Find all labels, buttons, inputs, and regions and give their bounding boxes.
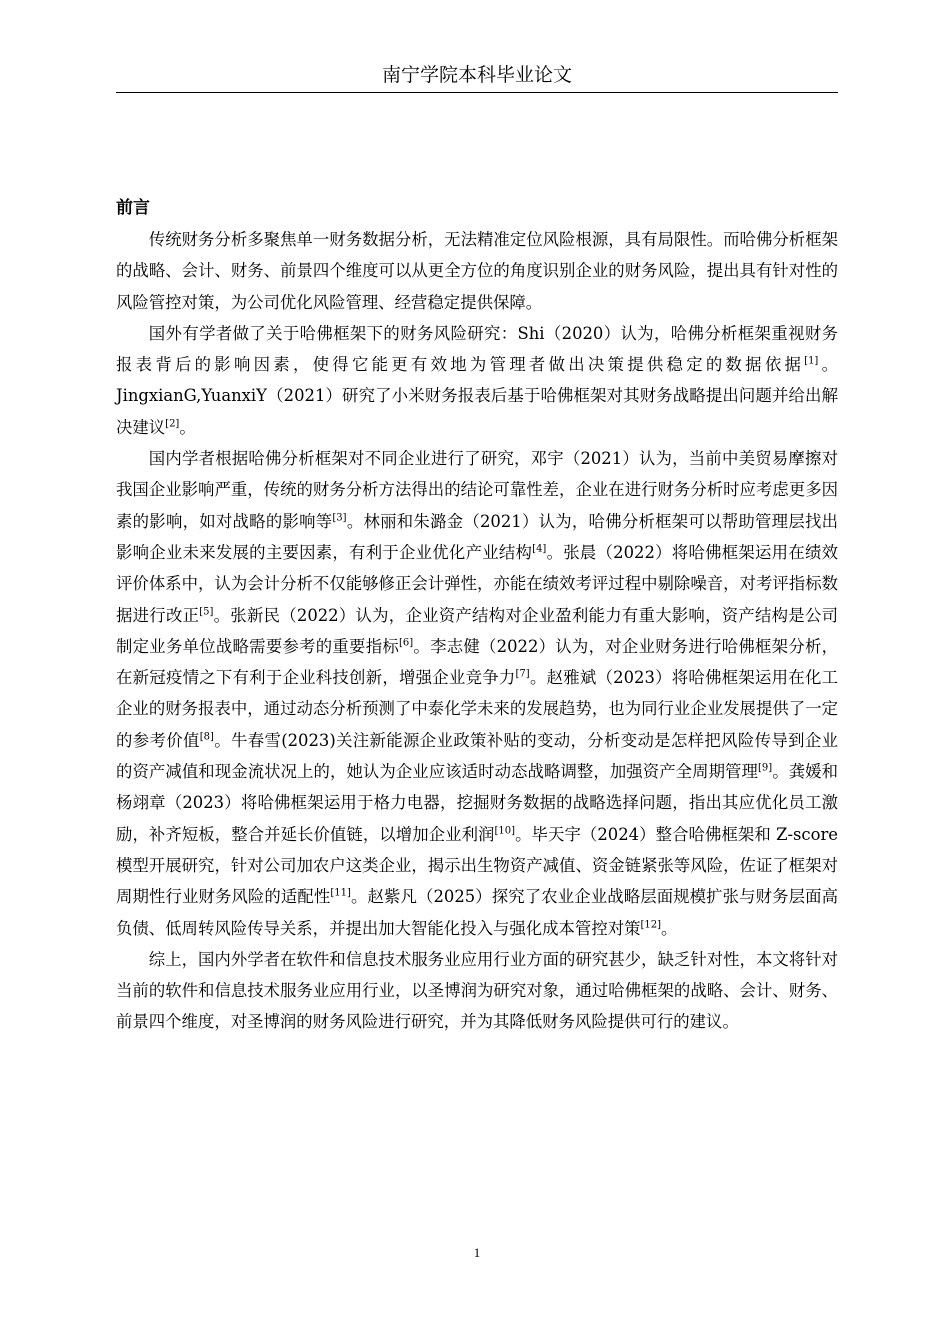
citation-ref: [5]	[199, 606, 214, 618]
citation-ref: [1]	[804, 355, 819, 367]
paragraph-list	[116, 224, 838, 1038]
citation-ref: [10]	[494, 825, 516, 837]
paragraph-text: 。赵紫凡（2025）探究了农业企业战略层面规模扩张与财务层面高负债、低周转风险传导关系，并提出加大智能化投入与强化成本管控对策	[116, 887, 838, 938]
body-paragraph	[116, 224, 838, 318]
citation-ref: [12]	[640, 919, 662, 931]
paragraph-text: 。张新民（2022）认为，企业资产结构对企业盈利能力有重大影响，资产结构是公司制定业务单位战略需要参考的重要指标	[116, 605, 838, 656]
paragraph-text: 。林丽和朱潞金（2021）认为，哈佛分析框架可以帮助管理层找出影响企业未来发展的主要因素，有利于企业优化产业结构	[116, 511, 838, 562]
citation-ref: [4]	[532, 543, 547, 555]
paragraph-text: 。牛春雪(2023)关注新能源企业政策补贴的变动，分析变动是怎样把风险传导到企业的资产减值和现金流状况上的，她认为企业应该适时动态战略调整，加强资产全周期管理	[116, 730, 839, 782]
paragraph-text: 。毕天宇（2024）整合哈佛框架和 Z-score 模型开展研究，针对公司加农户这类企业，揭示出生物资产减值、资金链紧张等风险，佐证了框架对周期性行业财务风险的适配性	[116, 824, 839, 907]
citation-ref: [8]	[199, 731, 214, 743]
section-heading: 前言	[116, 198, 150, 218]
citation-ref: [2]	[165, 418, 180, 430]
paragraph-text: 国外有学者做了关于哈佛框架下的财务风险研究：Shi（2020）认为，哈佛分析框架重视财务报表背后的影响因素，使得它能更有效地为管理者做出决策提供稳定的数据依据	[116, 323, 838, 375]
paragraph-text: 综上，国内外学者在软件和信息技术服务业应用行业方面的研究甚少，缺乏针对性，本文将针对当前的软件和信息技术服务业应用行业，以圣博润为研究对象，通过哈佛框架的战略、会计、财务、前景四个维度，对圣博润的财务风险进行研究，并为其降低财务风险提供可行的建议。	[116, 949, 838, 1032]
paragraph-text: 传统财务分析多聚焦单一财务数据分析，无法精准定位风险根源，具有局限性。而哈佛分析框架的战略、会计、财务、前景四个维度可以从更全方位的角度识别企业的财务风险，提出具有针对性的风险管控对策，为公司优化风险管理、经营稳定提供保障。	[116, 230, 838, 312]
paragraph-text: 。张晨（2022）将哈佛框架运用在绩效评价体系中，认为会计分析不仅能够修正会计弹性，亦能在绩效考评过程中剔除噪音，对考评指标数据进行改正	[116, 542, 839, 625]
paragraph-text: 。赵雅斌（2023）将哈佛框架运用在化工企业的财务报表中，通过动态分析预测了中泰化学未来的发展趋势，也为同行业企业发展提供了一定的参考价值	[116, 668, 838, 750]
body-paragraph	[116, 318, 838, 443]
paragraph-text: 。	[661, 918, 678, 938]
page-number: 1	[473, 1245, 481, 1260]
body-paragraph	[116, 443, 838, 944]
paragraph-text: 。龚媛和杨翊章（2023）将哈佛框架运用于格力电器，挖掘财务数据的战略选择问题，指出其应优化员工激励，补齐短板，整合并延长价值链，以增加企业利润	[116, 762, 839, 844]
paragraph-text: 。	[179, 417, 196, 437]
body-paragraph	[116, 944, 838, 1038]
paragraph-text: 。李志健（2022）认为，对企业财务进行哈佛框架分析，在新冠疫情之下有利于企业科技创新，增强企业竞争力	[116, 636, 839, 688]
header-rule	[116, 92, 838, 93]
paragraph-text: 国内学者根据哈佛分析框架对不同企业进行了研究，邓宇（2021）认为，当前中美贸易摩擦对我国企业影响严重，传统的财务分析方法得出的结论可靠性差，企业在进行财务分析时应考虑更多因素的影响，如对战略的影响等	[116, 449, 838, 531]
running-header: 南宁学院本科毕业论文	[381, 64, 572, 86]
citation-ref: [6]	[399, 637, 414, 649]
citation-ref: [9]	[757, 762, 773, 774]
citation-ref: [7]	[515, 668, 530, 680]
body-content	[116, 192, 838, 1038]
citation-ref: [3]	[332, 512, 347, 524]
paragraph-text: 。JingxianG,YuanxiY（2021）研究了小米财务报表后基于哈佛框架对其财务战略提出问题并给出解决建议	[116, 355, 839, 437]
citation-ref: [11]	[330, 887, 351, 899]
